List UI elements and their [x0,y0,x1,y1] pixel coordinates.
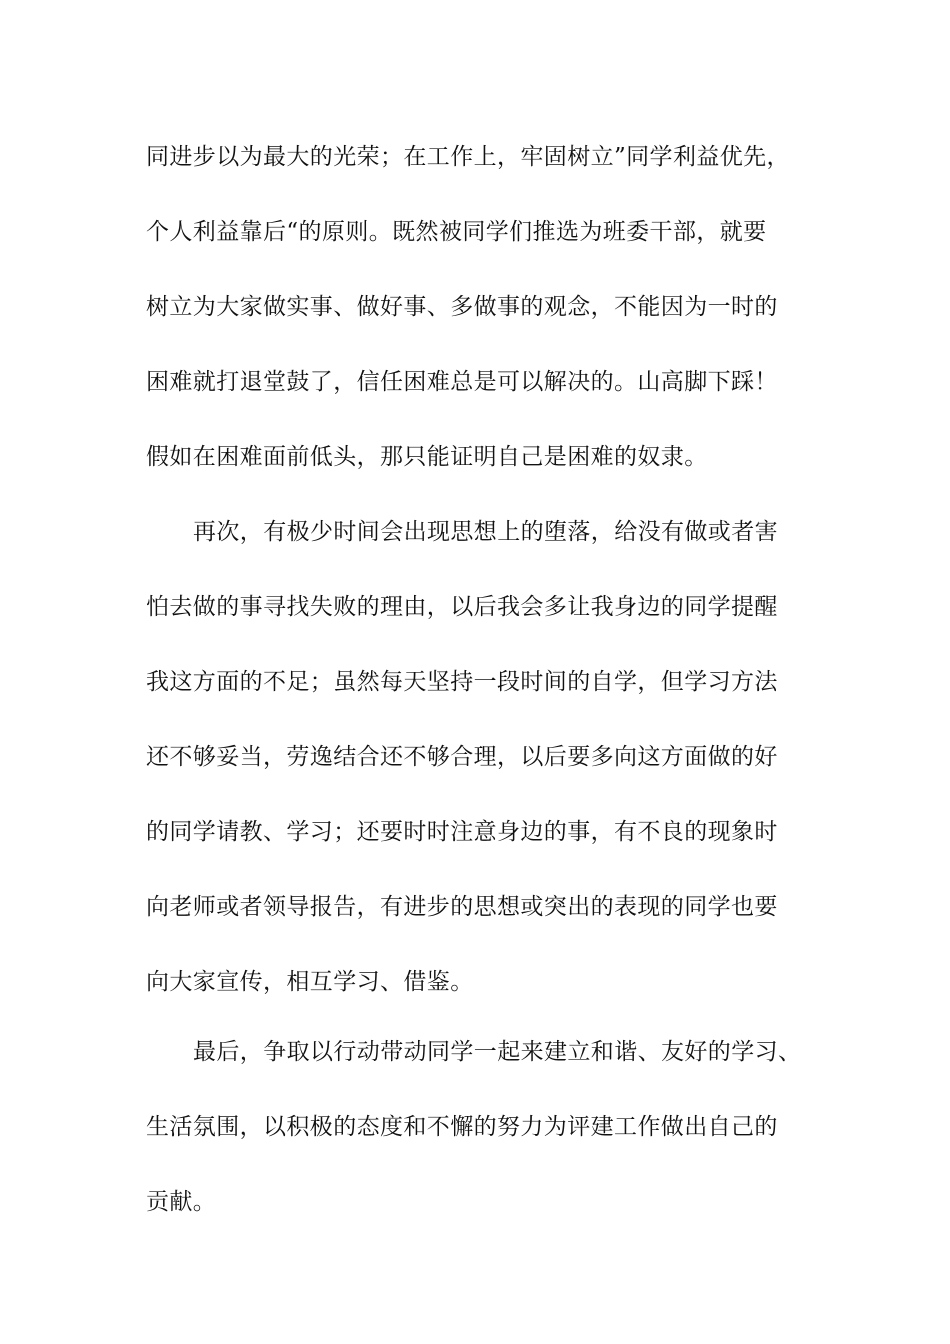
text-line: 贡献。 [146,1189,217,1215]
text-line: 树立为大家做实事、做好事、多做事的观念，不能因为一时的 [146,294,778,320]
text-line: 我这方面的不足；虽然每天坚持一段时间的自学，但学习方法 [146,669,778,695]
text-line: 的同学请教、学习；还要时时注意身边的事，有不良的现象时 [146,819,778,845]
text-line: 向大家宣传，相互学习、借鉴。 [146,969,474,995]
paragraph-start-line: 再次，有极少时间会出现思想上的堕落，给没有做或者害 [193,519,778,545]
text-line: 生活氛围，以积极的态度和不懈的努力为评建工作做出自己的 [146,1114,778,1140]
text-line: 向老师或者领导报告，有进步的思想或突出的表现的同学也要 [146,894,778,920]
text-line: 假如在困难面前低头，那只能证明自己是困难的奴隶。 [146,444,708,470]
paragraph-start-line: 最后，争取以行动带动同学一起来建立和谐、友好的学习、 [193,1039,802,1065]
text-line: 还不够妥当，劳逸结合还不够合理，以后要多向这方面做的好 [146,744,778,770]
text-line: 同进步以为最大的光荣；在工作上，牢固树立”同学利益优先， [146,144,790,170]
text-line: 困难就打退堂鼓了，信任困难总是可以解决的。山高脚下踩！ [146,369,778,395]
text-line: 个人利益靠后“的原则。既然被同学们推选为班委干部，就要 [146,219,767,245]
text-line: 怕去做的事寻找失败的理由，以后我会多让我身边的同学提醒 [146,594,778,620]
